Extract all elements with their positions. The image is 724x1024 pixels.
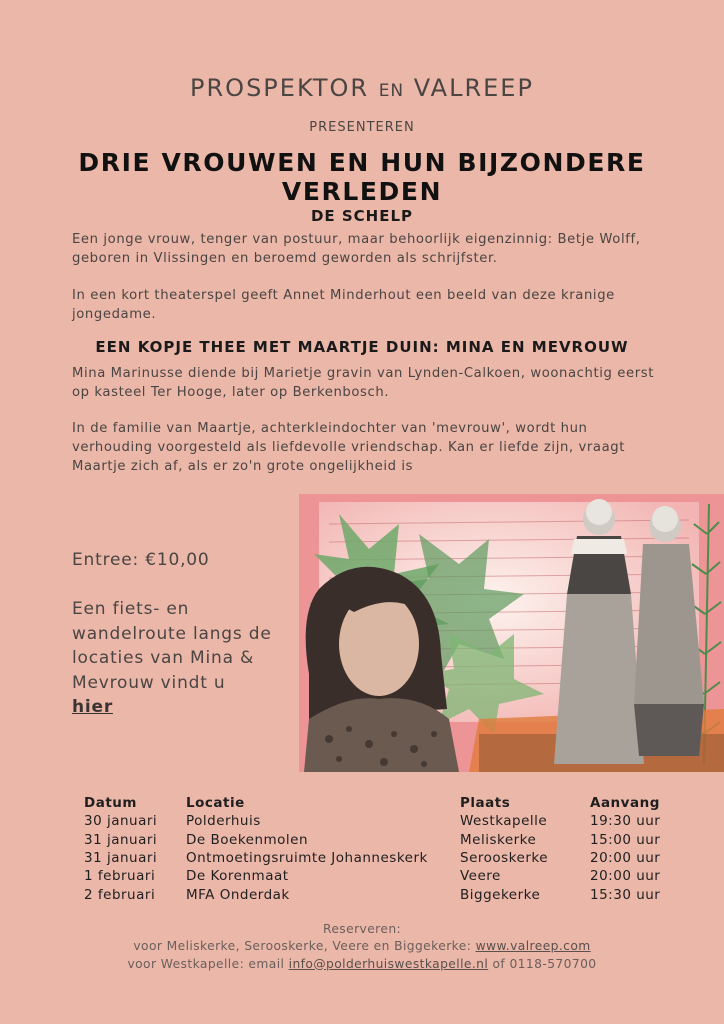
cell-time: 20:00 uur [590, 868, 661, 885]
section1-paragraph-1: Een jonge vrouw, tenger van postuur, maar behoorlijk eigenzinnig: Betje Wolff, geboren in Vlissingen en beroemd geworden als schrijfster. [72, 232, 641, 266]
cell-place: Veere [460, 868, 501, 885]
valreep-link[interactable]: www.valreep.com [475, 939, 591, 954]
phone-number: of 0118-570700 [492, 956, 597, 971]
table-row [84, 886, 680, 904]
route-description: Een fiets- en wandelroute langs de locaties van Mina & Mevrouw vindt u [72, 599, 272, 693]
reserve-heading: Reserveren: [322, 922, 402, 936]
reserve-valreep-text: voor Meliskerke, Serooskerke, Veere en Biggekerke: [133, 939, 472, 954]
table-header-row [84, 793, 680, 812]
cell-date: 30 januari [84, 813, 158, 830]
cell-location: De Korenmaat [186, 868, 289, 885]
section1-paragraph-2: In een kort theaterspel geeft Annet Minderhout een beeld van deze kranige jongedame. [72, 288, 615, 322]
collage-image [299, 494, 724, 772]
route-text [72, 597, 272, 720]
cell-place: Meliskerke [460, 831, 537, 848]
cell-date: 1 februari [84, 868, 156, 885]
entry-price: Entree: €10,00 [72, 550, 210, 570]
org-en: EN [378, 81, 405, 101]
presents-label: PRESENTEREN [309, 120, 415, 135]
section2-paragraph-1: Mina Marinusse diende bij Marietje gravin van Lynden-Calkoen, woonachtig eerst op kasteel Ter Hooge, later op Berkenbosch. [72, 366, 654, 400]
header-datum: Datum [84, 794, 137, 811]
cell-location: De Boekenmolen [186, 831, 309, 848]
cell-location: Polderhuis [186, 813, 261, 830]
cell-location: Ontmoetingsruimte Johanneskerk [186, 849, 428, 866]
reserve-polderhuis-text: voor Westkapelle: email [127, 956, 285, 971]
section-title-kopje-thee: EEN KOPJE THEE MET MAARTJE DUIN: MINA EN MEVROUW [95, 338, 629, 356]
header-locatie: Locatie [186, 794, 245, 811]
route-link[interactable]: hier [72, 697, 114, 717]
organizers-line [0, 74, 724, 102]
reservation-footer [0, 921, 724, 973]
section-title-de-schelp: DE SCHELP [310, 207, 414, 225]
table-row [84, 812, 680, 830]
cell-location: MFA Onderdak [186, 886, 290, 903]
cell-time: 19:30 uur [590, 813, 661, 830]
table-row [84, 867, 680, 885]
cell-time: 15:00 uur [590, 831, 661, 848]
header-plaats: Plaats [460, 794, 511, 811]
org-valreep: VALREEP [413, 74, 534, 102]
section2-paragraph-2: In de familie van Maartje, achterkleindochter van 'mevrouw', wordt hun verhouding voorgesteld als liefdevolle vriendschap. Kan er liefde zijn, vraagt Maartje zich af, als er zo'n grote ongelijkheid is [72, 421, 626, 474]
table-row [84, 849, 680, 867]
cell-time: 20:00 uur [590, 849, 661, 866]
reserve-line-valreep [0, 938, 724, 955]
cell-time: 15:30 uur [590, 886, 661, 903]
cell-date: 31 januari [84, 831, 158, 848]
header-aanvang: Aanvang [590, 794, 660, 811]
cell-place: Serooskerke [460, 849, 549, 866]
org-prospektor: PROSPEKTOR [190, 74, 370, 102]
cell-date: 31 januari [84, 849, 158, 866]
cell-place: Westkapelle [460, 813, 548, 830]
cell-place: Biggekerke [460, 886, 541, 903]
collage-illustration [299, 494, 724, 772]
schedule-table [84, 793, 680, 904]
cell-date: 2 februari [84, 886, 156, 903]
reserve-line-polderhuis [0, 956, 724, 973]
polderhuis-email-link[interactable]: info@polderhuiswestkapelle.nl [288, 956, 489, 971]
page-title: DRIE VROUWEN EN HUN BIJZONDERE VERLEDEN [78, 148, 646, 206]
table-row [84, 830, 680, 848]
